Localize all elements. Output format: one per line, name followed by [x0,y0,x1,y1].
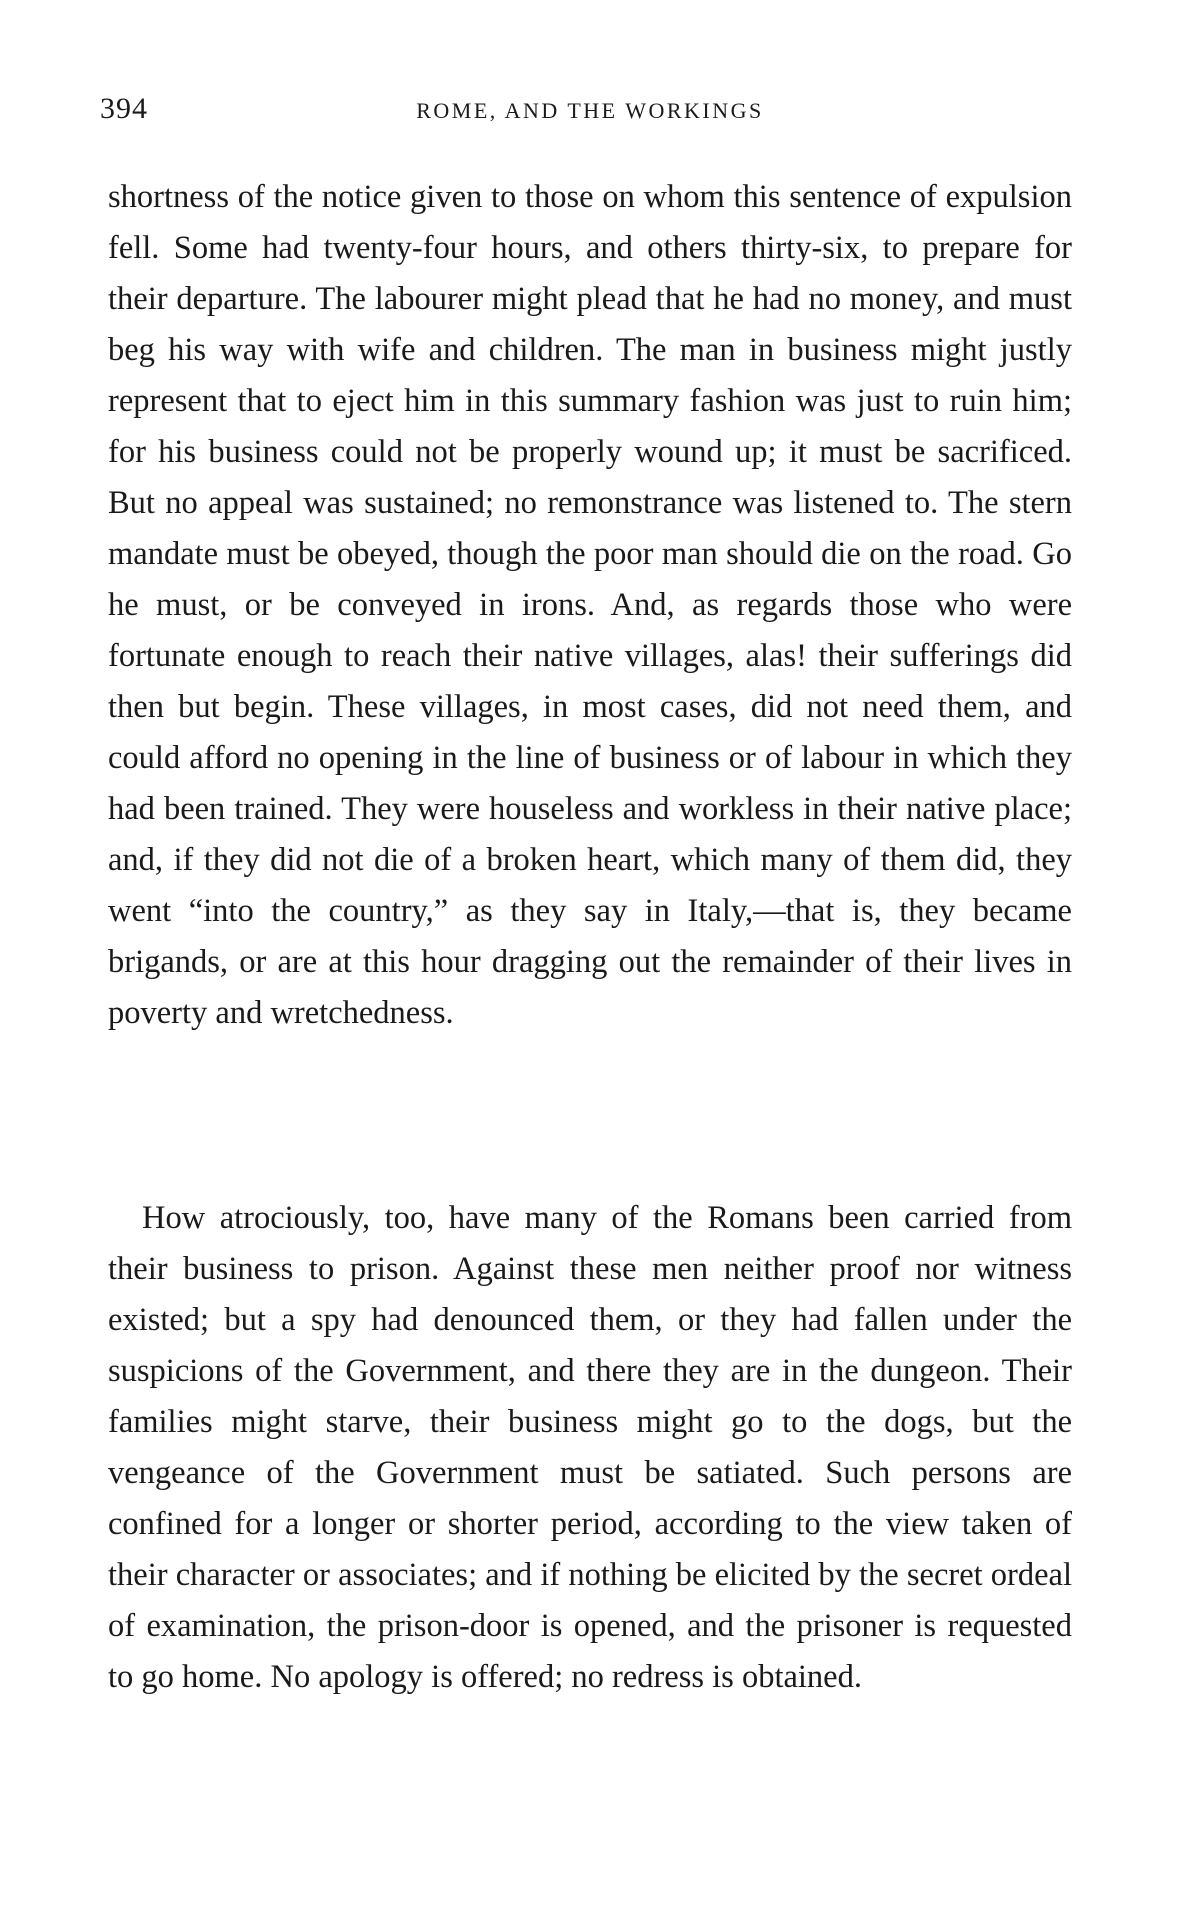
paragraph-text: How atrociously, too, have many of the Romans been carried from their business to prison. Against these men neither proof nor witness existed; but a spy had denounced them, or they had fallen under the suspicions of the Government, and there they are in the dungeon. Their families might starve, their business might go to the dogs, but the vengeance of the Government must be satiated. Such persons are confined for a longer or shorter period, according to the view taken of their character or associates; and if nothing be elicited by the secret ordeal of examination, the prison-door is opened, and the prisoner is requested to go home. No apology is offered; no redress is obtained. [108,1200,1072,1695]
paragraph-text: shortness of the notice given to those on whom this sentence of expulsion fell. Some had twenty-four hours, and others thirty-six, to prepare for their departure. The labourer might plead that he had no money, and must beg his way with wife and children. The man in business might justly represent that to eject him in this summary fashion was just to ruin him; for his business could not be properly wound up; it must be sacrificed. But no appeal was sustained; no remonstrance was listened to. The stern mandate must be obeyed, though the poor man should die on the road. Go he must, or be conveyed in irons. And, as regards those who were fortunate enough to reach their native villages, alas! their sufferings did then but begin. These villages, in most cases, did not need them, and could afford no opening in the line of business or of labour in which they had been trained. They were houseless and workless in their native place; and, if they did not die of a broken heart, which many of them did, they went “into the country,” as they say in Italy,—that is, they became brigands, or are at this hour dragging out the remainder of their lives in poverty and wretchedness. [108,179,1072,1031]
running-title: ROME, AND THE WORKINGS [416,98,764,123]
body-paragraph-1 [108,172,1072,1039]
body-paragraph-2 [108,1193,1072,1703]
running-head [100,92,1080,132]
page-number: 394 [100,92,148,125]
